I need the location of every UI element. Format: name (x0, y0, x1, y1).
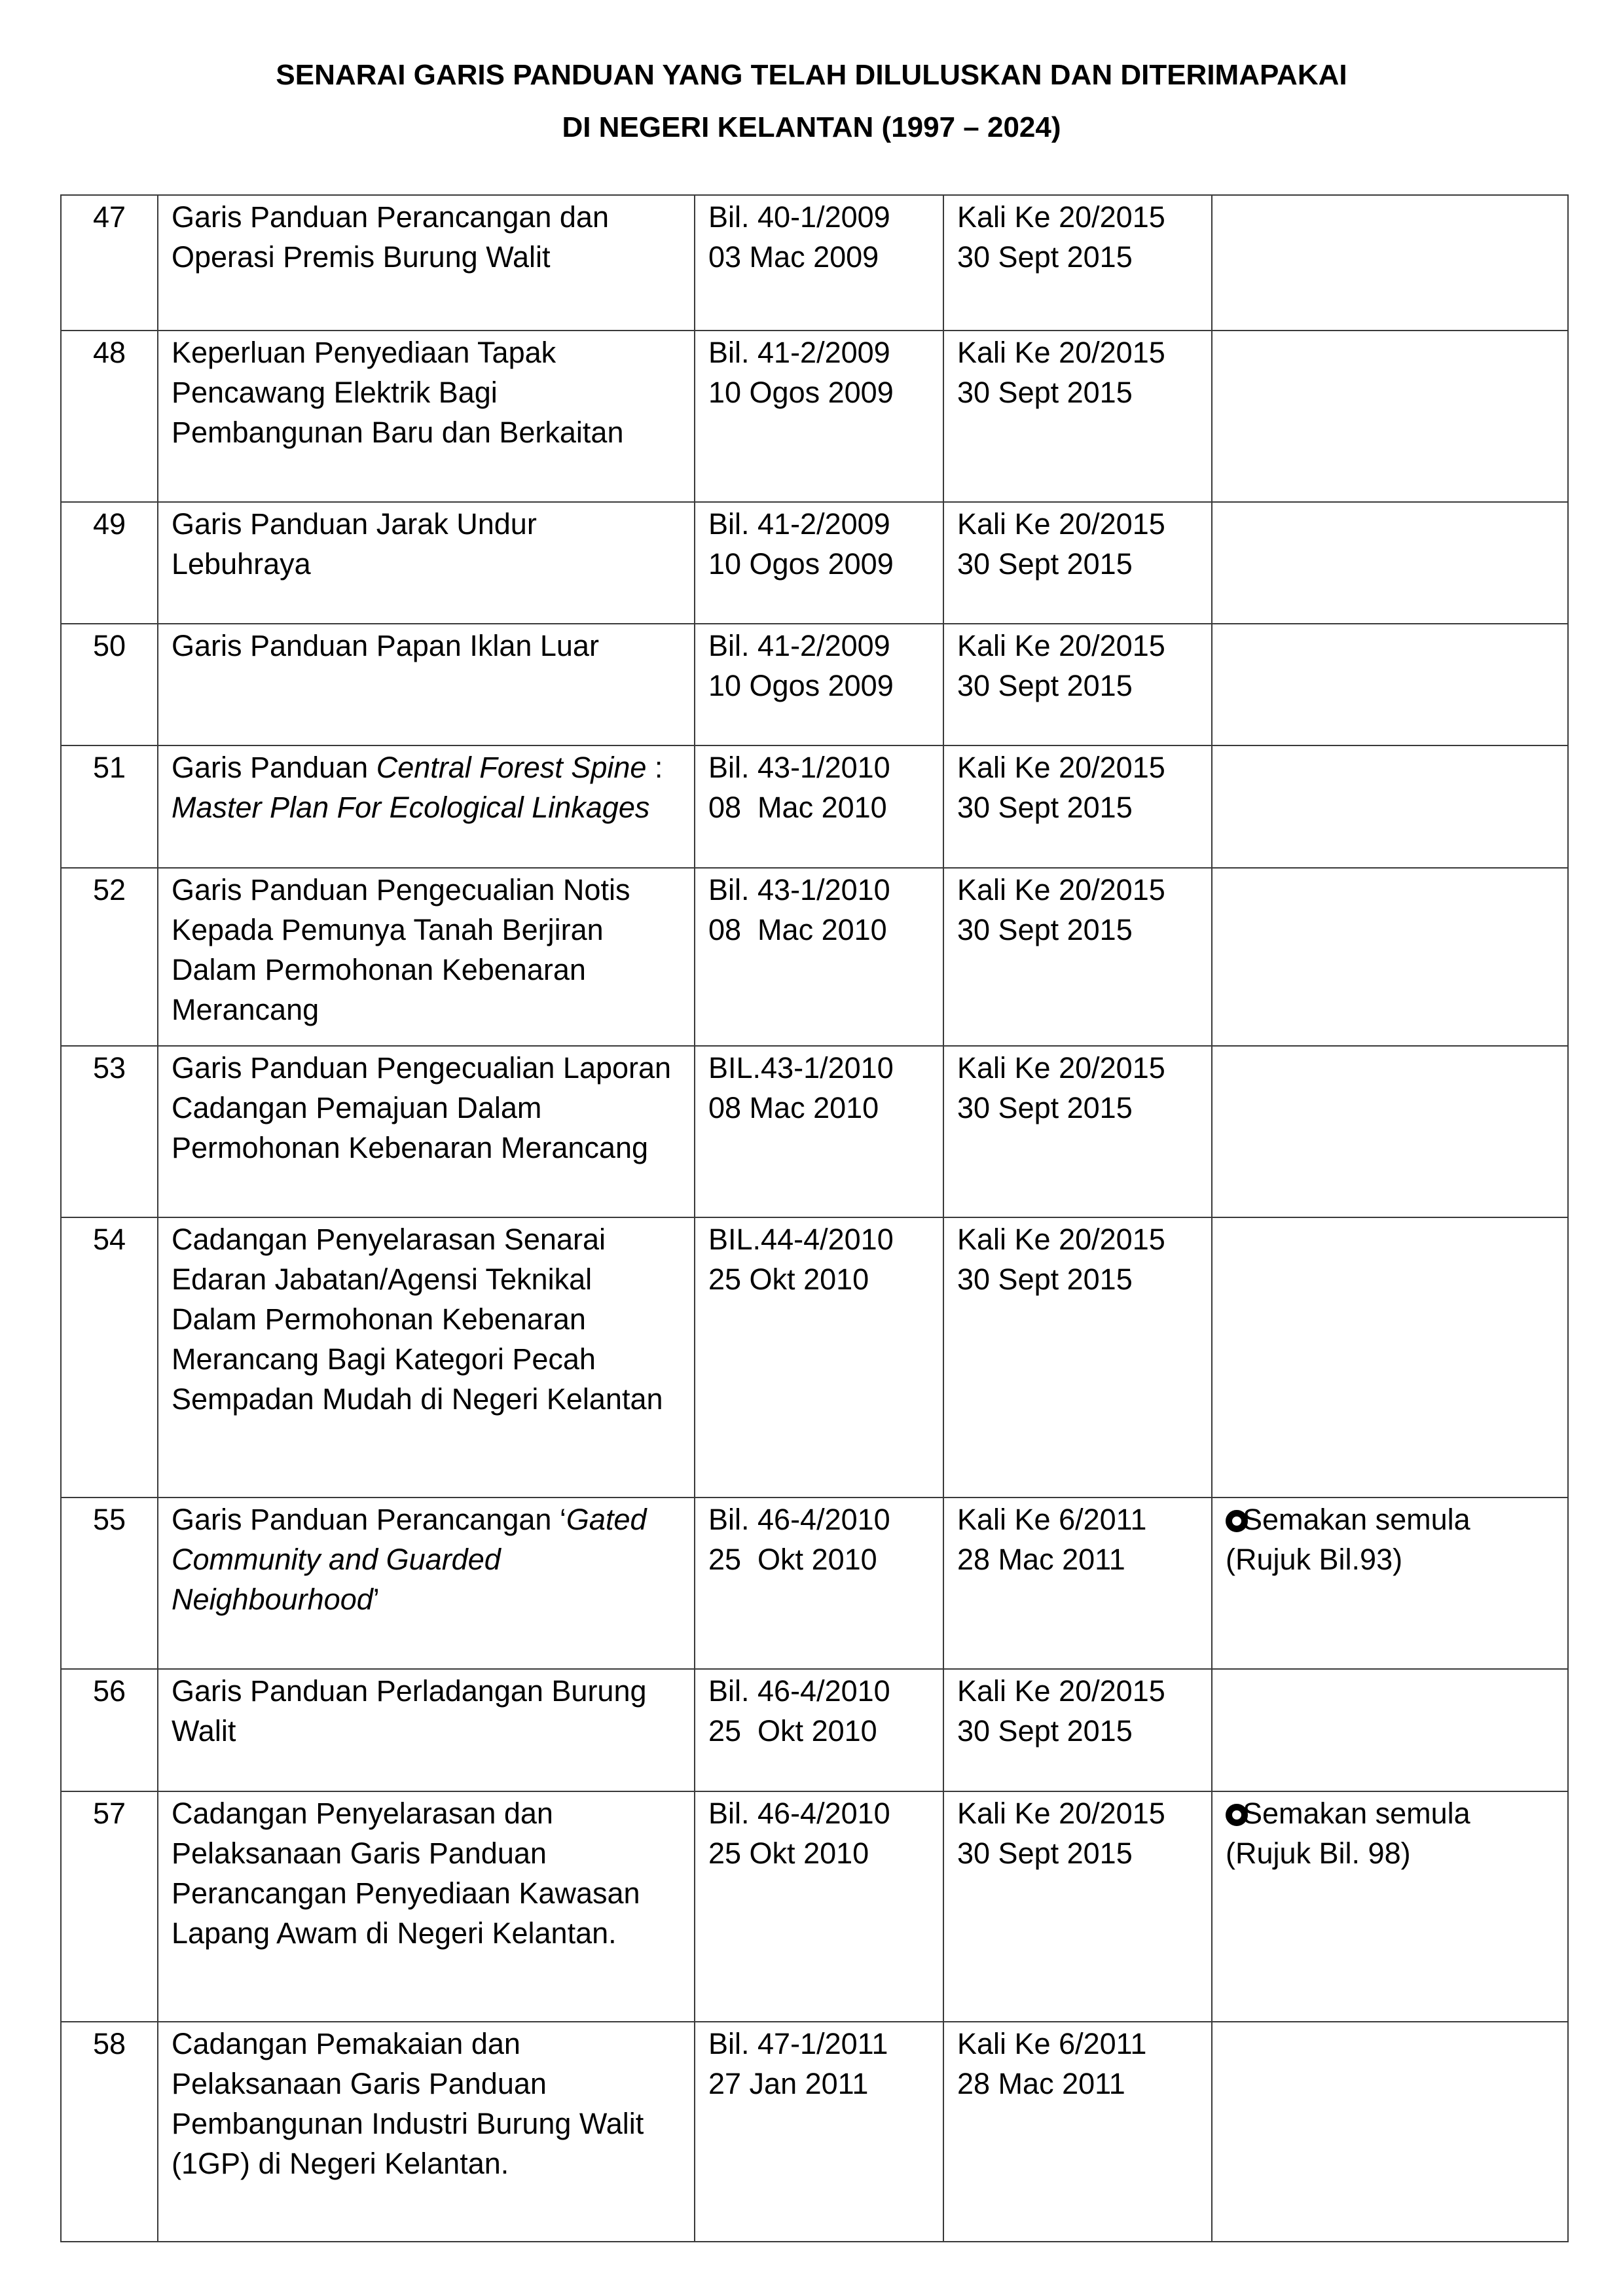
title-prefix: Garis Panduan Perancangan ‘ (172, 1503, 566, 1536)
table-row (61, 195, 1568, 331)
approval-date: 30 Sept 2015 (957, 1091, 1133, 1124)
approval-date: 30 Sept 2015 (957, 913, 1133, 946)
approval-meeting: Kali Ke 20/2015 (957, 200, 1165, 234)
notes-text: Semakan semula (1243, 1503, 1470, 1536)
approval-date: 30 Sept 2015 (957, 240, 1133, 274)
notes-text: Semakan semula (1243, 1797, 1470, 1830)
reference-number: Bil. 46-4/2010 (708, 1797, 890, 1830)
approval-meeting: Kali Ke 6/2011 (957, 2027, 1147, 2060)
row-number: 53 (61, 1046, 158, 1217)
approval-cell (943, 2022, 1212, 2242)
row-number: 49 (61, 502, 158, 624)
reference-number: Bil. 41-2/2009 (708, 336, 890, 369)
table-row (61, 1217, 1568, 1498)
approval-cell (943, 1669, 1212, 1791)
approval-date: 30 Sept 2015 (957, 669, 1133, 702)
reference-date: 10 Ogos 2009 (708, 547, 894, 581)
row-number: 56 (61, 1669, 158, 1791)
guideline-title: Garis Panduan Pengecualian Notis Kepada Pemunya Tanah Berjiran Dalam Permohonan Kebenaran Merancang (158, 868, 695, 1046)
reference-cell (695, 195, 943, 331)
notes-cell (1212, 331, 1568, 502)
approval-meeting: Kali Ke 20/2015 (957, 336, 1165, 369)
approval-meeting: Kali Ke 6/2011 (957, 1503, 1147, 1536)
approval-cell (943, 1046, 1212, 1217)
approval-cell (943, 624, 1212, 745)
title-italic: Central Forest Spine (376, 751, 647, 784)
notes-cell (1212, 1498, 1568, 1669)
row-number: 51 (61, 745, 158, 868)
reference-number: Bil. 43-1/2010 (708, 873, 890, 906)
row-number: 55 (61, 1498, 158, 1669)
notes-cell (1212, 1669, 1568, 1791)
approval-cell (943, 1217, 1212, 1498)
reference-cell (695, 624, 943, 745)
approval-cell (943, 331, 1212, 502)
guideline-title: Keperluan Penyediaan Tapak Pencawang Elektrik Bagi Pembangunan Baru dan Berkaitan (158, 331, 695, 502)
approval-meeting: Kali Ke 20/2015 (957, 629, 1165, 662)
notes-reference: (Rujuk Bil. 98) (1226, 1837, 1411, 1870)
reference-cell (695, 1498, 943, 1669)
title-separator: : (646, 751, 663, 784)
table-row (61, 1498, 1568, 1669)
approval-date: 30 Sept 2015 (957, 376, 1133, 409)
row-number: 58 (61, 2022, 158, 2242)
reference-cell (695, 502, 943, 624)
guideline-title: Garis Panduan Papan Iklan Luar (158, 624, 695, 745)
page-title-line-1: SENARAI GARIS PANDUAN YANG TELAH DILULUSKAN DAN DITERIMAPAKAI (276, 59, 1347, 91)
guideline-title: Garis Panduan Perladangan Burung Walit (158, 1669, 695, 1791)
approval-meeting: Kali Ke 20/2015 (957, 751, 1165, 784)
reference-cell (695, 745, 943, 868)
guidelines-table (60, 194, 1569, 2242)
reference-cell (695, 1217, 943, 1498)
approval-meeting: Kali Ke 20/2015 (957, 1051, 1165, 1085)
guideline-title: Cadangan Penyelarasan dan Pelaksanaan Garis Panduan Perancangan Penyediaan Kawasan Lapang Awam di Negeri Kelantan. (158, 1791, 695, 2022)
guideline-title: Garis Panduan Perancangan dan Operasi Premis Burung Walit (158, 195, 695, 331)
row-number: 48 (61, 331, 158, 502)
row-number: 52 (61, 868, 158, 1046)
notes-cell (1212, 868, 1568, 1046)
reference-cell (695, 868, 943, 1046)
reference-cell (695, 1669, 943, 1791)
guideline-title: Cadangan Pemakaian dan Pelaksanaan Garis Panduan Pembangunan Industri Burung Walit (1GP) di Negeri Kelantan. (158, 2022, 695, 2242)
row-number: 50 (61, 624, 158, 745)
notes-reference: (Rujuk Bil.93) (1226, 1543, 1403, 1576)
approval-cell (943, 1498, 1212, 1669)
reference-date: 25 Okt 2010 (708, 1837, 869, 1870)
notes-cell (1212, 1046, 1568, 1217)
reference-date: 10 Ogos 2009 (708, 376, 894, 409)
reference-date: 03 Mac 2009 (708, 240, 879, 274)
table-row (61, 868, 1568, 1046)
approval-meeting: Kali Ke 20/2015 (957, 1223, 1165, 1256)
approval-cell (943, 195, 1212, 331)
table-row (61, 502, 1568, 624)
title-suffix: ’ (373, 1583, 380, 1616)
page-title-line-2: DI NEGERI KELANTAN (1997 – 2024) (562, 111, 1061, 143)
approval-date: 28 Mac 2011 (957, 2067, 1125, 2100)
guideline-title (158, 745, 695, 868)
table-row (61, 624, 1568, 745)
notes-cell (1212, 745, 1568, 868)
reference-number: Bil. 41-2/2009 (708, 629, 890, 662)
reference-number: Bil. 40-1/2009 (708, 200, 890, 234)
reference-number: BIL.44-4/2010 (708, 1223, 894, 1256)
approval-cell (943, 502, 1212, 624)
reference-date: 25 Okt 2010 (708, 1714, 877, 1748)
approval-meeting: Kali Ke 20/2015 (957, 1674, 1165, 1708)
approval-cell (943, 745, 1212, 868)
approval-meeting: Kali Ke 20/2015 (957, 1797, 1165, 1830)
approval-date: 30 Sept 2015 (957, 1837, 1133, 1870)
table-row (61, 331, 1568, 502)
table-row (61, 1669, 1568, 1791)
table-row (61, 2022, 1568, 2242)
notes-cell (1212, 1217, 1568, 1498)
guideline-title: Garis Panduan Jarak Undur Lebuhraya (158, 502, 695, 624)
reference-number: BIL.43-1/2010 (708, 1051, 894, 1085)
approval-cell (943, 1791, 1212, 2022)
table-row (61, 1791, 1568, 2022)
reference-number: Bil. 46-4/2010 (708, 1674, 890, 1708)
row-number: 57 (61, 1791, 158, 2022)
reference-date: 27 Jan 2011 (708, 2067, 869, 2100)
notes-cell (1212, 1791, 1568, 2022)
approval-date: 30 Sept 2015 (957, 1263, 1133, 1296)
reference-cell (695, 2022, 943, 2242)
reference-date: 08 Mac 2010 (708, 791, 887, 824)
notes-cell (1212, 195, 1568, 331)
title-prefix: Garis Panduan (172, 751, 376, 784)
reference-cell (695, 1046, 943, 1217)
approval-date: 30 Sept 2015 (957, 791, 1133, 824)
approval-meeting: Kali Ke 20/2015 (957, 507, 1165, 541)
approval-date: 30 Sept 2015 (957, 1714, 1133, 1748)
reference-number: Bil. 41-2/2009 (708, 507, 890, 541)
row-number: 47 (61, 195, 158, 331)
title-italic-2: Master Plan For Ecological Linkages (172, 791, 650, 824)
notes-cell (1212, 502, 1568, 624)
guideline-title: Cadangan Penyelarasan Senarai Edaran Jabatan/Agensi Teknikal Dalam Permohonan Kebenaran Merancang Bagi Kategori Pecah Sempadan Mudah di Negeri Kelantan (158, 1217, 695, 1498)
reference-date: 08 Mac 2010 (708, 1091, 879, 1124)
row-number: 54 (61, 1217, 158, 1498)
guideline-title: Garis Panduan Pengecualian Laporan Cadangan Pemajuan Dalam Permohonan Kebenaran Merancang (158, 1046, 695, 1217)
reference-number: Bil. 47-1/2011 (708, 2027, 888, 2060)
approval-date: 28 Mac 2011 (957, 1543, 1125, 1576)
reference-cell (695, 331, 943, 502)
reference-cell (695, 1791, 943, 2022)
notes-cell (1212, 624, 1568, 745)
notes-cell (1212, 2022, 1568, 2242)
title-italic: Gated Community and Guarded Neighbourhood (172, 1503, 647, 1616)
guideline-title (158, 1498, 695, 1669)
reference-number: Bil. 43-1/2010 (708, 751, 890, 784)
reference-number: Bil. 46-4/2010 (708, 1503, 890, 1536)
reference-date: 10 Ogos 2009 (708, 669, 894, 702)
table-row (61, 745, 1568, 868)
reference-date: 25 Okt 2010 (708, 1263, 869, 1296)
table-row (61, 1046, 1568, 1217)
approval-meeting: Kali Ke 20/2015 (957, 873, 1165, 906)
reference-date: 08 Mac 2010 (708, 913, 887, 946)
reference-date: 25 Okt 2010 (708, 1543, 877, 1576)
approval-date: 30 Sept 2015 (957, 547, 1133, 581)
approval-cell (943, 868, 1212, 1046)
